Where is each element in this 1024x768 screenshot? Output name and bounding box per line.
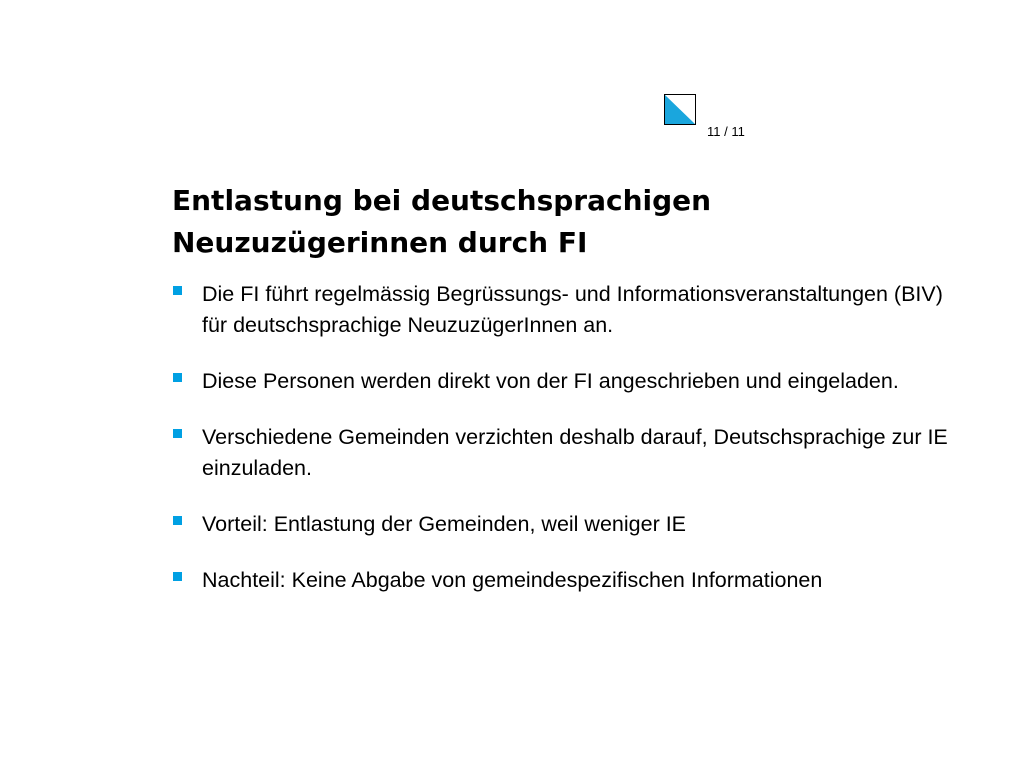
bullet-item	[172, 422, 972, 484]
square-bullet-icon	[173, 286, 182, 295]
square-bullet-icon	[173, 516, 182, 525]
bullet-item	[172, 565, 972, 596]
square-bullet-icon	[173, 373, 182, 382]
bullet-item	[172, 279, 972, 341]
bullet-list	[172, 279, 972, 596]
bullet-text: Die FI führt regelmässig Begrüssungs- und Informationsveranstaltungen (BIV) für deutschsprachige NeuzuzügerInnen an.	[202, 282, 943, 337]
zurich-canton-emblem-icon	[664, 94, 696, 125]
bullet-item	[172, 509, 972, 540]
bullet-text: Nachteil: Keine Abgabe von gemeindespezifischen Informationen	[202, 568, 823, 592]
bullet-text: Vorteil: Entlastung der Gemeinden, weil weniger IE	[202, 512, 687, 536]
bullet-item	[172, 366, 972, 397]
page-number: 11 / 11	[707, 124, 745, 139]
bullet-text: Diese Personen werden direkt von der FI angeschrieben und eingeladen.	[202, 369, 899, 393]
bullet-text: Verschiedene Gemeinden verzichten deshalb darauf, Deutschsprachige zur IE einzuladen.	[202, 425, 948, 480]
square-bullet-icon	[173, 572, 182, 581]
slide-title: Entlastung bei deutschsprachigen Neuzuzügerinnen durch FI	[172, 184, 712, 259]
square-bullet-icon	[173, 429, 182, 438]
